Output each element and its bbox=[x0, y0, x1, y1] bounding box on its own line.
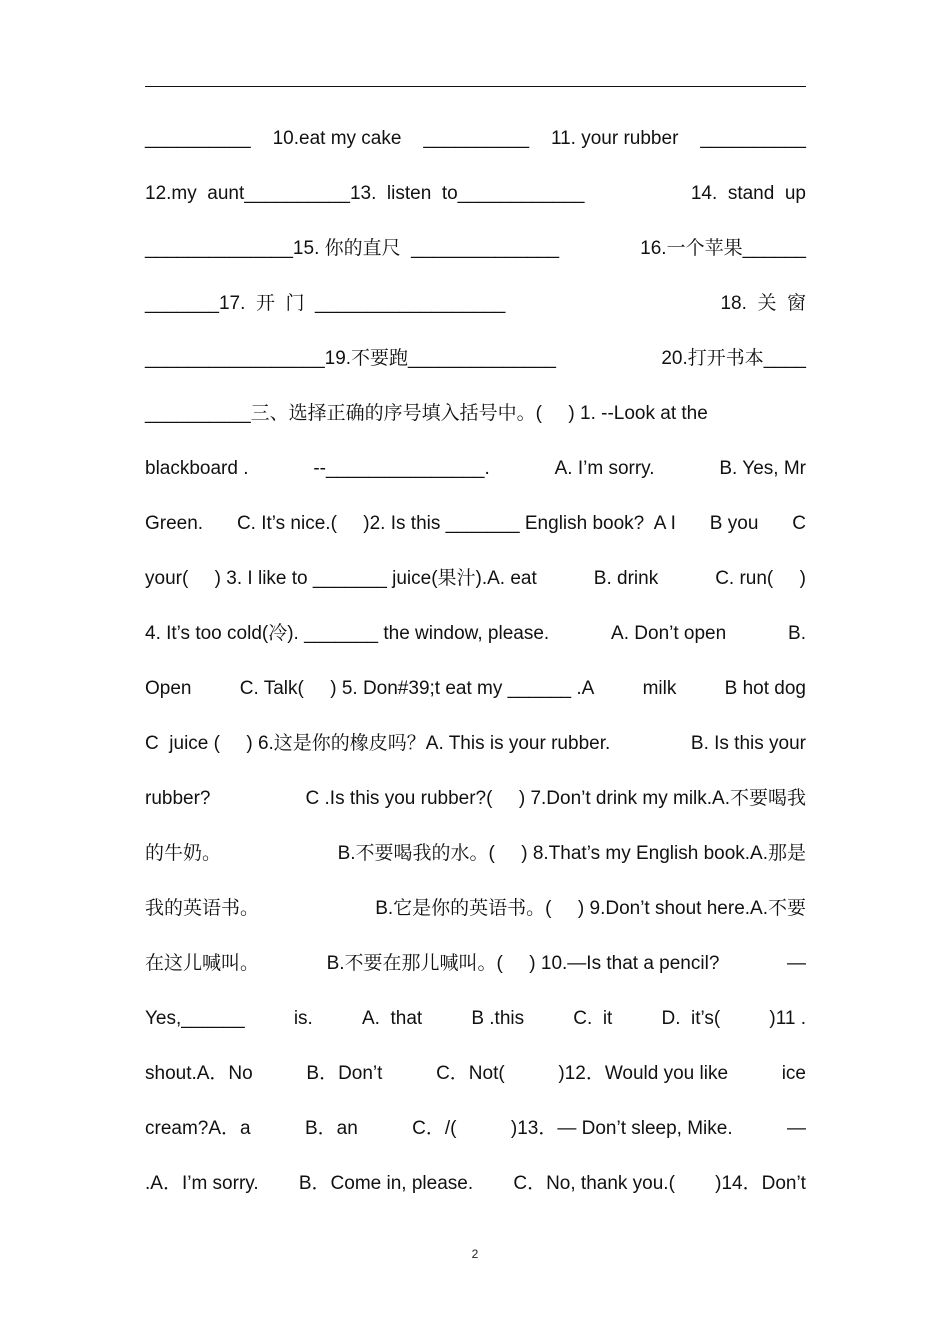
text-segment: B.不要喝我的水。( ) 8.That’s my English book.A.那是 bbox=[337, 843, 806, 864]
text-segment: — bbox=[786, 953, 806, 974]
text-segment: — bbox=[787, 1118, 806, 1139]
text-segment: )14．Don’t bbox=[715, 1173, 806, 1194]
text-line bbox=[145, 949, 806, 979]
text-segment: C. It’s nice.( )2. Is this _______ English book? A I bbox=[236, 513, 676, 534]
text-line bbox=[145, 729, 806, 759]
text-segment: A. Don’t open bbox=[611, 623, 727, 644]
text-segment: ______________15. 你的直尺 ______________ bbox=[145, 238, 560, 259]
text-segment: 14. stand up bbox=[690, 183, 806, 204]
text-line bbox=[145, 509, 806, 539]
text-segment: C. it bbox=[573, 1008, 613, 1029]
text-line bbox=[145, 564, 806, 594]
text-segment: is. bbox=[293, 1008, 313, 1029]
text-segment: _______17. 开 门 __________________ bbox=[145, 293, 506, 314]
text-segment: B. drink bbox=[593, 568, 659, 589]
text-segment: )13．— Don’t sleep, Mike. bbox=[510, 1118, 733, 1139]
answer-line-top bbox=[145, 86, 806, 87]
text-line bbox=[145, 399, 806, 429]
text-line bbox=[145, 1169, 806, 1199]
text-segment: shout.A．No bbox=[145, 1063, 253, 1084]
text-segment: rubber? bbox=[145, 788, 211, 809]
text-line bbox=[145, 454, 806, 484]
text-segment: _________________19.不要跑______________ bbox=[145, 348, 556, 369]
text-line bbox=[145, 839, 806, 869]
text-line bbox=[145, 674, 806, 704]
text-segment: 我的英语书。 bbox=[145, 898, 260, 919]
text-line bbox=[145, 784, 806, 814]
text-segment: __________ bbox=[145, 128, 251, 149]
text-segment: C．No, thank you.( bbox=[513, 1173, 675, 1194]
text-segment: milk bbox=[642, 678, 677, 699]
text-segment: 在这儿喊叫。 bbox=[145, 953, 260, 974]
text-segment: A. that bbox=[361, 1008, 423, 1029]
text-segment: 20.打开书本____ bbox=[661, 348, 806, 369]
text-segment: C bbox=[792, 513, 806, 534]
text-segment: ice bbox=[781, 1063, 806, 1084]
text-line bbox=[145, 124, 806, 154]
text-segment: 12.my aunt__________13. listen to____________ bbox=[145, 183, 585, 204]
text-segment: C．Not( bbox=[436, 1063, 505, 1084]
text-segment: cream?A．a bbox=[145, 1118, 251, 1139]
text-segment: Green. bbox=[145, 513, 204, 534]
text-line bbox=[145, 344, 806, 374]
text-segment: 16.一个苹果______ bbox=[640, 238, 806, 259]
text-segment: 11. your rubber bbox=[550, 128, 679, 149]
text-segment: 4. It’s too cold(冷). _______ the window, please. bbox=[145, 623, 550, 644]
text-segment: C. run( ) bbox=[715, 568, 806, 589]
text-segment: Yes,______ bbox=[145, 1008, 245, 1029]
text-line bbox=[145, 1059, 806, 1089]
text-segment: B. Is this your bbox=[690, 733, 806, 754]
text-line bbox=[145, 179, 806, 209]
text-line bbox=[145, 619, 806, 649]
text-segment: B. Yes, Mr bbox=[719, 458, 806, 479]
text-segment: B．Come in, please. bbox=[298, 1173, 474, 1194]
text-segment: __________ bbox=[700, 128, 806, 149]
text-segment: C juice ( ) 6.这是你的橡皮吗？A. This is your rubber. bbox=[145, 733, 611, 754]
text-segment: --_______________. bbox=[313, 458, 490, 479]
text-segment: B hot dog bbox=[724, 678, 806, 699]
text-segment: B.它是你的英语书。( ) 9.Don’t shout here.A.不要 bbox=[375, 898, 806, 919]
text-line bbox=[145, 289, 806, 319]
text-segment: C．/( bbox=[412, 1118, 457, 1139]
text-segment: __________三、选择正确的序号填入括号中。( ) 1. --Look at the bbox=[145, 403, 708, 424]
text-segment: B .this bbox=[471, 1008, 525, 1029]
text-segment: 10.eat my cake bbox=[272, 128, 402, 149]
text-segment: your( ) 3. I like to _______ juice(果汁).A. eat bbox=[145, 568, 537, 589]
text-segment: B you bbox=[709, 513, 759, 534]
text-segment: C. Talk( ) 5. Don#39;t eat my ______ .A bbox=[239, 678, 595, 699]
text-segment: B．Don’t bbox=[306, 1063, 383, 1084]
text-segment: B. bbox=[788, 623, 806, 644]
text-line bbox=[145, 894, 806, 924]
text-segment: 的牛奶。 bbox=[145, 843, 222, 864]
text-segment: blackboard . bbox=[145, 458, 249, 479]
text-segment: __________ bbox=[423, 128, 530, 149]
text-segment: B.不要在那儿喊叫。( ) 10.—Is that a pencil? bbox=[326, 953, 720, 974]
text-segment: .A．I’m sorry. bbox=[145, 1173, 259, 1194]
text-segment: B．an bbox=[304, 1118, 358, 1139]
text-line bbox=[145, 1004, 806, 1034]
text-segment: Open bbox=[145, 678, 192, 699]
text-segment: D. it’s( bbox=[661, 1008, 721, 1029]
text-segment: C .Is this you rubber?( ) 7.Don’t drink my milk.A.不要喝我 bbox=[305, 788, 806, 809]
text-line bbox=[145, 1114, 806, 1144]
text-segment: )12．Would you like bbox=[558, 1063, 729, 1084]
text-segment: A. I’m sorry. bbox=[554, 458, 655, 479]
text-segment: 18. 关 窗 bbox=[720, 293, 806, 314]
text-line bbox=[145, 234, 806, 264]
page-number: 2 bbox=[471, 1247, 479, 1261]
text-segment: )11 . bbox=[769, 1008, 806, 1029]
